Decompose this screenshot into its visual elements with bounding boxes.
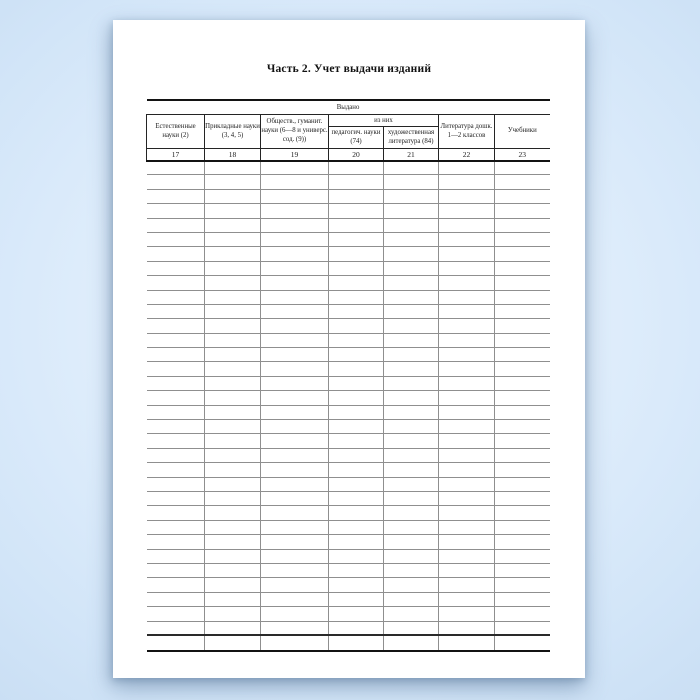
empty-row — [147, 333, 550, 347]
empty-cell — [205, 563, 261, 577]
empty-cell — [439, 506, 495, 520]
empty-cell — [329, 563, 384, 577]
empty-cell — [205, 161, 261, 175]
empty-row — [147, 391, 550, 405]
empty-cell — [495, 491, 550, 505]
empty-cell — [261, 304, 329, 318]
empty-cell — [384, 463, 439, 477]
empty-cell — [147, 477, 205, 491]
empty-cell — [205, 218, 261, 232]
empty-cell — [147, 161, 205, 175]
empty-cell — [439, 491, 495, 505]
empty-cell — [384, 491, 439, 505]
empty-cell — [205, 189, 261, 203]
empty-cell — [439, 578, 495, 592]
empty-cell — [261, 448, 329, 462]
empty-cell — [261, 520, 329, 534]
empty-cell — [147, 405, 205, 419]
empty-cell — [384, 362, 439, 376]
empty-cell — [384, 247, 439, 261]
column-number-row — [147, 149, 550, 161]
empty-cell — [261, 247, 329, 261]
header-textbooks: Учебники — [495, 115, 550, 149]
empty-row — [147, 578, 550, 592]
empty-cell — [495, 348, 550, 362]
empty-row — [147, 535, 550, 549]
empty-cell — [384, 477, 439, 491]
empty-cell — [384, 506, 439, 520]
column-number-21: 21 — [384, 149, 439, 161]
header-fiction-literature: художественная литература (84) — [384, 127, 439, 149]
empty-cell — [384, 348, 439, 362]
empty-cell — [439, 520, 495, 534]
empty-row — [147, 189, 550, 203]
empty-cell — [329, 535, 384, 549]
empty-cell — [205, 333, 261, 347]
empty-cell — [495, 621, 550, 635]
empty-cell — [439, 420, 495, 434]
empty-row — [147, 261, 550, 275]
empty-cell — [205, 491, 261, 505]
empty-cell — [329, 592, 384, 606]
empty-cell — [261, 204, 329, 218]
empty-cell — [261, 218, 329, 232]
empty-cell — [205, 434, 261, 448]
empty-cell — [261, 420, 329, 434]
empty-cell — [147, 362, 205, 376]
empty-row — [147, 434, 550, 448]
empty-cell — [495, 477, 550, 491]
column-number-19: 19 — [261, 149, 329, 161]
header-natural-sciences: Естественные науки (2) — [147, 115, 205, 149]
empty-cell — [329, 621, 384, 635]
page-title: Часть 2. Учет выдачи изданий — [266, 63, 432, 75]
header-preschool-literature: Литература дошк. 1—2 классов — [439, 115, 495, 149]
empty-cell — [495, 247, 550, 261]
empty-cell — [495, 204, 550, 218]
empty-cell — [205, 348, 261, 362]
empty-cell — [495, 362, 550, 376]
document-sheet — [113, 20, 585, 678]
empty-cell — [439, 161, 495, 175]
empty-cell — [495, 218, 550, 232]
empty-cell — [205, 535, 261, 549]
empty-cell — [495, 563, 550, 577]
empty-row — [147, 348, 550, 362]
empty-cell — [495, 549, 550, 563]
empty-row — [147, 520, 550, 534]
empty-cell — [205, 405, 261, 419]
empty-cell — [205, 261, 261, 275]
empty-cell — [329, 319, 384, 333]
empty-cell — [439, 405, 495, 419]
empty-cell — [495, 520, 550, 534]
empty-cell — [147, 175, 205, 189]
empty-cell — [439, 333, 495, 347]
empty-cell — [495, 261, 550, 275]
empty-cell — [205, 607, 261, 621]
empty-cell — [439, 607, 495, 621]
empty-cell — [329, 635, 384, 651]
empty-cell — [384, 434, 439, 448]
empty-row — [147, 161, 550, 175]
empty-cell — [439, 362, 495, 376]
empty-cell — [329, 232, 384, 246]
empty-cell — [261, 405, 329, 419]
empty-cell — [147, 247, 205, 261]
empty-cell — [205, 635, 261, 651]
empty-cell — [147, 491, 205, 505]
empty-cell — [384, 535, 439, 549]
empty-cell — [329, 175, 384, 189]
empty-cell — [205, 477, 261, 491]
empty-cell — [384, 563, 439, 577]
empty-cell — [439, 189, 495, 203]
empty-cell — [205, 276, 261, 290]
column-number-20: 20 — [329, 149, 384, 161]
empty-cell — [261, 463, 329, 477]
empty-row — [147, 491, 550, 505]
empty-cell — [329, 304, 384, 318]
empty-cell — [384, 420, 439, 434]
empty-cell — [147, 621, 205, 635]
empty-cell — [261, 607, 329, 621]
empty-cell — [261, 290, 329, 304]
empty-cell — [205, 549, 261, 563]
empty-cell — [384, 391, 439, 405]
empty-cell — [384, 175, 439, 189]
empty-cell — [495, 161, 550, 175]
empty-cell — [261, 348, 329, 362]
empty-cell — [205, 175, 261, 189]
empty-row — [147, 276, 550, 290]
empty-cell — [205, 362, 261, 376]
empty-row — [147, 175, 550, 189]
empty-cell — [495, 319, 550, 333]
empty-row — [147, 204, 550, 218]
empty-cell — [329, 477, 384, 491]
empty-cell — [147, 535, 205, 549]
empty-cell — [384, 161, 439, 175]
empty-cell — [384, 578, 439, 592]
empty-cell — [439, 448, 495, 462]
empty-cell — [384, 549, 439, 563]
empty-cell — [147, 563, 205, 577]
empty-cell — [495, 535, 550, 549]
empty-cell — [384, 635, 439, 651]
empty-cell — [261, 232, 329, 246]
empty-cell — [205, 376, 261, 390]
empty-cell — [495, 232, 550, 246]
empty-cell — [384, 448, 439, 462]
empty-cell — [439, 563, 495, 577]
empty-row — [147, 621, 550, 635]
empty-cell — [329, 463, 384, 477]
empty-cell — [261, 535, 329, 549]
empty-cell — [329, 276, 384, 290]
empty-row — [147, 218, 550, 232]
empty-cell — [329, 448, 384, 462]
empty-cell — [495, 607, 550, 621]
empty-cell — [384, 607, 439, 621]
empty-cell — [495, 304, 550, 318]
empty-cell — [329, 261, 384, 275]
empty-cell — [439, 592, 495, 606]
empty-cell — [261, 563, 329, 577]
empty-cell — [384, 376, 439, 390]
empty-row — [147, 232, 550, 246]
empty-cell — [261, 391, 329, 405]
header-vydano: Выдано — [147, 100, 550, 115]
empty-cell — [147, 391, 205, 405]
empty-cell — [147, 232, 205, 246]
empty-cell — [261, 592, 329, 606]
empty-cell — [384, 592, 439, 606]
empty-cell — [495, 434, 550, 448]
empty-cell — [495, 405, 550, 419]
empty-cell — [147, 635, 205, 651]
empty-cell — [329, 189, 384, 203]
table-header — [147, 100, 550, 161]
empty-row — [147, 290, 550, 304]
empty-cell — [495, 391, 550, 405]
empty-cell — [495, 635, 550, 651]
empty-cell — [495, 463, 550, 477]
empty-row — [147, 506, 550, 520]
empty-row — [147, 549, 550, 563]
column-number-22: 22 — [439, 149, 495, 161]
empty-cell — [147, 348, 205, 362]
empty-cell — [147, 434, 205, 448]
empty-cell — [439, 635, 495, 651]
empty-cell — [439, 535, 495, 549]
empty-cell — [439, 290, 495, 304]
empty-cell — [495, 276, 550, 290]
empty-cell — [205, 391, 261, 405]
empty-cell — [147, 319, 205, 333]
empty-cell — [261, 319, 329, 333]
issuance-table — [146, 99, 550, 652]
empty-cell — [329, 247, 384, 261]
empty-cell — [439, 434, 495, 448]
empty-cell — [261, 549, 329, 563]
empty-cell — [439, 376, 495, 390]
empty-cell — [495, 506, 550, 520]
empty-cell — [205, 204, 261, 218]
empty-cell — [205, 520, 261, 534]
empty-cell — [329, 578, 384, 592]
empty-cell — [147, 578, 205, 592]
empty-row — [147, 448, 550, 462]
empty-cell — [147, 189, 205, 203]
empty-cell — [147, 261, 205, 275]
empty-cell — [147, 290, 205, 304]
empty-cell — [261, 333, 329, 347]
empty-cell — [329, 491, 384, 505]
empty-cell — [329, 290, 384, 304]
empty-cell — [329, 506, 384, 520]
empty-cell — [384, 621, 439, 635]
empty-cell — [261, 506, 329, 520]
empty-row — [147, 319, 550, 333]
empty-cell — [329, 520, 384, 534]
empty-cell — [261, 175, 329, 189]
empty-cell — [261, 189, 329, 203]
empty-cell — [329, 405, 384, 419]
empty-cell — [329, 376, 384, 390]
empty-cell — [384, 405, 439, 419]
empty-cell — [495, 448, 550, 462]
empty-cell — [261, 434, 329, 448]
empty-cell — [329, 362, 384, 376]
empty-cell — [384, 290, 439, 304]
empty-cell — [495, 578, 550, 592]
empty-cell — [261, 491, 329, 505]
empty-cell — [384, 218, 439, 232]
empty-cell — [147, 448, 205, 462]
empty-cell — [439, 276, 495, 290]
empty-cell — [205, 420, 261, 434]
empty-cell — [439, 204, 495, 218]
empty-cell — [439, 348, 495, 362]
header-pedagogical-sciences: педагогич. науки (74) — [329, 127, 384, 149]
empty-cell — [384, 204, 439, 218]
empty-cell — [261, 477, 329, 491]
empty-cell — [329, 218, 384, 232]
header-applied-sciences: Прикладные науки (3, 4, 5) — [205, 115, 261, 149]
empty-cell — [147, 276, 205, 290]
empty-cell — [205, 247, 261, 261]
empty-cell — [147, 304, 205, 318]
spanning-header-row — [147, 100, 550, 115]
empty-cell — [495, 376, 550, 390]
empty-cell — [205, 506, 261, 520]
empty-cell — [495, 333, 550, 347]
empty-cell — [384, 319, 439, 333]
empty-row — [147, 362, 550, 376]
empty-cell — [205, 290, 261, 304]
empty-cell — [261, 621, 329, 635]
empty-cell — [147, 420, 205, 434]
header-group-iz-nih: из них — [329, 115, 439, 127]
empty-cell — [439, 175, 495, 189]
empty-row — [147, 247, 550, 261]
empty-row — [147, 405, 550, 419]
empty-cell — [147, 607, 205, 621]
empty-row — [147, 420, 550, 434]
empty-cell — [329, 204, 384, 218]
empty-cell — [147, 333, 205, 347]
empty-cell — [205, 578, 261, 592]
empty-cell — [439, 621, 495, 635]
empty-cell — [205, 232, 261, 246]
empty-cell — [261, 261, 329, 275]
empty-cell — [261, 578, 329, 592]
empty-cell — [147, 376, 205, 390]
empty-cell — [205, 463, 261, 477]
empty-row — [147, 592, 550, 606]
empty-row — [147, 463, 550, 477]
empty-cell — [495, 175, 550, 189]
empty-cell — [329, 333, 384, 347]
empty-cell — [147, 218, 205, 232]
empty-cell — [439, 218, 495, 232]
column-header-row — [147, 115, 550, 127]
column-number-18: 18 — [205, 149, 261, 161]
empty-cell — [439, 319, 495, 333]
empty-cell — [329, 434, 384, 448]
empty-cell — [439, 463, 495, 477]
empty-cell — [147, 520, 205, 534]
empty-cell — [439, 304, 495, 318]
empty-cell — [147, 204, 205, 218]
empty-cell — [384, 520, 439, 534]
empty-cell — [261, 362, 329, 376]
empty-row — [147, 563, 550, 577]
empty-cell — [439, 477, 495, 491]
empty-cell — [329, 348, 384, 362]
empty-cell — [329, 549, 384, 563]
empty-cell — [495, 592, 550, 606]
empty-cell — [495, 189, 550, 203]
empty-cell — [205, 448, 261, 462]
empty-cell — [329, 420, 384, 434]
empty-cell — [439, 232, 495, 246]
empty-cell — [495, 290, 550, 304]
empty-cell — [147, 592, 205, 606]
empty-cell — [384, 304, 439, 318]
empty-cell — [439, 549, 495, 563]
empty-cell — [329, 607, 384, 621]
empty-cell — [261, 276, 329, 290]
empty-cell — [329, 391, 384, 405]
column-number-23: 23 — [495, 149, 550, 161]
empty-cell — [147, 549, 205, 563]
empty-row — [147, 304, 550, 318]
empty-cell — [495, 420, 550, 434]
empty-cell — [205, 304, 261, 318]
empty-cell — [439, 391, 495, 405]
empty-cell — [384, 276, 439, 290]
empty-cell — [205, 592, 261, 606]
empty-cell — [261, 161, 329, 175]
total-row — [147, 635, 550, 651]
empty-cell — [329, 161, 384, 175]
empty-cell — [384, 232, 439, 246]
empty-cell — [261, 635, 329, 651]
empty-cell — [384, 261, 439, 275]
empty-cell — [205, 621, 261, 635]
empty-cell — [261, 376, 329, 390]
empty-row — [147, 607, 550, 621]
table-body — [147, 161, 550, 652]
empty-cell — [439, 261, 495, 275]
empty-cell — [439, 247, 495, 261]
empty-row — [147, 376, 550, 390]
empty-cell — [384, 333, 439, 347]
empty-row — [147, 477, 550, 491]
empty-cell — [147, 506, 205, 520]
column-number-17: 17 — [147, 149, 205, 161]
header-social-humanities: Обществ., гуманит. науки (6—8 и универс. сод. (9)) — [261, 115, 329, 149]
empty-cell — [205, 319, 261, 333]
empty-cell — [147, 463, 205, 477]
empty-cell — [384, 189, 439, 203]
